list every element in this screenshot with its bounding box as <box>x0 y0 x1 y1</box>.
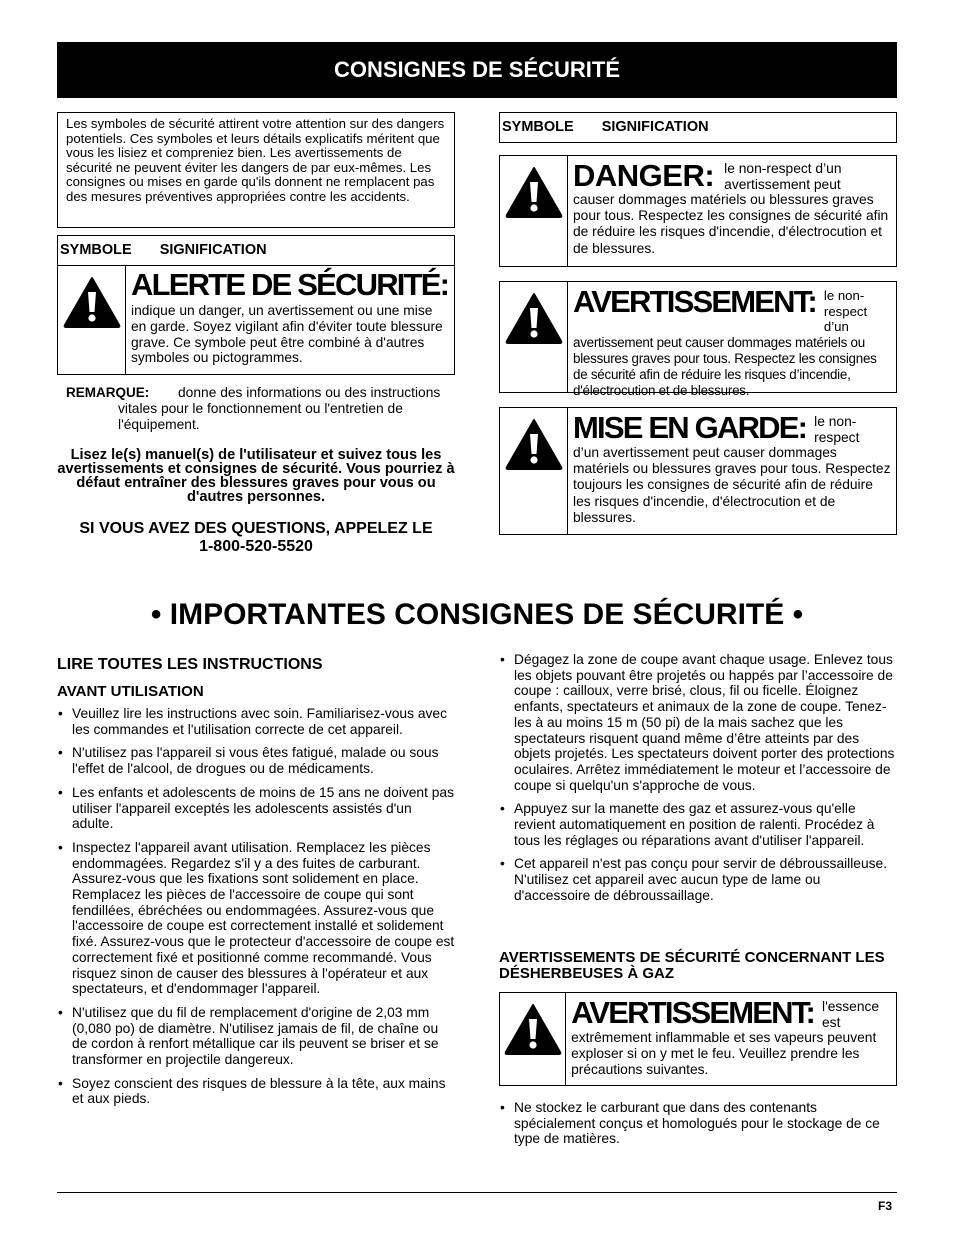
col-meaning: SIGNIFICATION <box>601 119 709 135</box>
bullet-dot: • <box>500 1100 505 1115</box>
left-symbol-table <box>57 235 455 375</box>
section-header: CONSIGNES DE SÉCURITÉ <box>57 42 897 98</box>
warning-triangle-icon <box>504 1003 562 1055</box>
warning-triangle-icon <box>505 418 563 470</box>
col-symbol: SYMBOLE <box>60 242 132 258</box>
bullet-dot: • <box>500 801 505 817</box>
alert-row <box>57 266 455 375</box>
bullet-text: Soyez conscient des risques de blessure à la tête, aux mains et aux pieds. <box>72 1075 446 1107</box>
questions-block <box>57 520 455 556</box>
bullet-dot: • <box>58 745 63 761</box>
gas-warning-title: AVERTISSEMENT: <box>571 995 814 1030</box>
bullet-item <box>499 652 897 793</box>
remarque-label: REMARQUE: <box>66 385 150 400</box>
final-bullet-list <box>499 1100 897 1147</box>
bullet-dot: • <box>500 652 505 667</box>
bullet-text: Veuillez lire les instructions avec soin. Familiarisez-vous avec les commandes et l'utilisation correcte de cet appareil. <box>72 706 447 737</box>
phone-number[interactable]: 1-800-520-5520 <box>199 538 313 555</box>
right-column <box>499 652 897 912</box>
bullet-item <box>57 706 455 737</box>
final-bullets <box>499 1100 897 1155</box>
bullet-item <box>57 785 455 832</box>
avertissement-row <box>499 281 897 398</box>
gas-warning-side-text: l'essence est <box>822 999 880 1030</box>
mise-en-garde-side-text: le non-respect <box>814 414 860 445</box>
gas-warning-row <box>499 992 897 1086</box>
bullet-item <box>57 1076 455 1107</box>
bullet-text: Cet appareil n'est pas conçu pour servir de débroussailleuse. N'utilisez cet appareil avec aucun type de lame ou d'accessoire de débroussaillage. <box>514 856 888 903</box>
section-title: LIRE TOUTES LES INSTRUCTIONS <box>57 656 323 673</box>
warning-triangle-icon <box>505 166 563 218</box>
read-manual-warning: Lisez le(s) manuel(s) de l'utilisateur et suivez tous les avertissements et consignes de sécurité. Vous pourriez à défaut entraîner des blessures graves pour vous ou d'autres personnes. <box>57 447 455 505</box>
footer-rule <box>57 1192 897 1193</box>
bullet-dot: • <box>58 706 63 721</box>
page-number: F3 <box>878 1199 893 1213</box>
bullet-item <box>499 856 897 903</box>
gas-warning-icon-cell <box>500 993 566 1085</box>
avertissement-text: avertissement peut causer dommages matériels ou blessures graves pour tous. Respectez les consignes de sécurité afin de réduire les risques d’incendie, d'électrocution et de blessures. <box>573 334 877 398</box>
bullet-item <box>57 1005 455 1068</box>
alert-title: ALERTE DE SÉCURITÉ: <box>131 267 449 302</box>
bullet-item <box>499 801 897 848</box>
avertissement-title: AVERTISSEMENT: <box>573 284 816 319</box>
alert-icon-cell <box>58 266 126 374</box>
mise-en-garde-icon-cell <box>500 408 568 534</box>
avertissement-icon-cell <box>500 282 568 392</box>
gas-warning-text: extrêmement inflammable et ses vapeurs peuvent exploser si on y met le feu. Veuillez prendre les précautions suivantes. <box>571 1030 877 1078</box>
remarque-text: donne des informations ou des instructions vitales pour le fonctionnement ou l'entretien de l'équipement. <box>118 385 441 432</box>
mise-en-garde-title: MISE EN GARDE: <box>573 410 807 445</box>
bullet-dot: • <box>58 1004 63 1020</box>
danger-icon-cell <box>500 156 568 266</box>
right-symbol-table-header <box>499 112 897 143</box>
warning-triangle-icon <box>63 276 121 328</box>
bullet-text: N'utilisez que du fil de remplacement d'origine de 2,03 mm (0,080 po) de diamètre. N'utilisez jamais de fil, de chaîne ou de cordon à renfort métallique car ils peuvent se briser et se transformer en projectile dangereux. <box>72 1004 439 1068</box>
bullet-text: N'utilisez pas l'appareil si vous êtes fatigué, malade ou sous l'effet de l'alcool, de drogues ou de médicaments. <box>72 745 439 777</box>
right-bullet-list <box>499 652 897 904</box>
warning-triangle-icon <box>505 292 563 344</box>
bullet-text: Les enfants et adolescents de moins de 15 ans ne doivent pas utiliser l'appareil exceptés les adolescents assistés d'un adulte. <box>72 784 454 832</box>
mise-en-garde-text: d’un avertissement peut causer dommages matériels ou blessures graves pour tous. Respectez toujours les consignes de sécurité afin de réduire les risques d'incendie, d'électrocution et de blessures. <box>573 445 891 525</box>
danger-title: DANGER: <box>573 158 715 193</box>
bullet-item <box>57 745 455 776</box>
bullet-dot: • <box>58 839 63 855</box>
bullet-dot: • <box>58 784 63 800</box>
questions-line: SI VOUS AVEZ DES QUESTIONS, APPELEZ LE <box>79 520 433 537</box>
left-column <box>57 656 455 1115</box>
danger-side-text: le non-respect d’un avertissement peut <box>724 161 842 192</box>
subsection-title: AVANT UTILISATION <box>57 683 204 700</box>
danger-text: causer dommages matériels ou blessures graves pour tous. Respectez les consignes de sécurité afin de réduire les risques d'incendie, d'électrocution et de blessures. <box>573 192 889 256</box>
gas-section-title: AVERTISSEMENTS DE SÉCURITÉ CONCERNANT LES DÉSHERBEUSES À GAZ <box>499 949 885 982</box>
intro-box: Les symboles de sécurité attirent votre attention sur des dangers potentiels. Ces symboles et leurs détails explicatifs méritent que vous les lisiez et compreniez bien. Les avertissements de sécurité ne peuvent éviter les dangers de par eux-mêmes. Les consignes ou mises en garde qu'ils donnent ne remplacent pas des mesures préventives appropriées contre les accidents. <box>57 112 455 228</box>
danger-row <box>499 155 897 267</box>
bullet-text: Appuyez sur la manette des gaz et assurez-vous qu'elle revient automatiquement en position de ralenti. Procédez à tous les réglages ou réparations avant d'utiliser l'appareil. <box>514 801 875 848</box>
bullet-item <box>57 840 455 997</box>
col-meaning: SIGNIFICATION <box>159 242 267 258</box>
main-title: • IMPORTANTES CONSIGNES DE SÉCURITÉ • <box>150 598 804 631</box>
alert-text: indique un danger, un avertissement ou une mise en garde. Soyez vigilant afin d'éviter toute blessure grave. Ce symbole peut être combiné à d'autres symboles ou pictogrammes. <box>131 303 443 366</box>
bullet-text: Dégagez la zone de coupe avant chaque usage. Enlevez tous les objets pouvant être projetés ou happés par l’accessoire de coupe : cailloux, verre brisé, clous, fil ou ficelle. Éloignez enfants, spectateurs et animaux de la zone de coupe. Tenez-les à au moins 15 m (50 pi) de la mais sachez que les spectateurs risquent quand même d’être atteints par des objets projetés. Les spectateurs doivent porter des protections oculaires. Arrêtez immédiatement le moteur et l’accessoire de coupe si quelqu'un s'approche de vous. <box>514 652 895 793</box>
mise-en-garde-row <box>499 407 897 535</box>
bullet-dot: • <box>58 1075 63 1091</box>
avertissement-side-text: le non-respect d’un <box>823 288 868 334</box>
bullet-text: Inspectez l'appareil avant utilisation. Remplacez les pièces endommagées. Regardez s'il y a des fuites de carburant. Assurez-vous que les fixations sont solidement en place. Remplacez les pièces de l'accessoire de coupe qui sont fendillées, ébréchées ou endommagées. Assurez-vous que l'accessoire de coupe est correctement installé et solidement fixé. Assurez-vous que le protecteur d'accessoire de coupe est correctement fixé et positionné comme recommandé. Vous risquez sinon de causer des blessures à l'opérateur et aux spectateurs, et d'endommager l'appareil. <box>72 839 455 997</box>
symbol-table-header <box>57 235 455 266</box>
left-bullet-list <box>57 706 455 1107</box>
bullet-dot: • <box>500 856 505 872</box>
col-symbol: SYMBOLE <box>502 119 574 135</box>
bullet-text: Ne stockez le carburant que dans des contenants spécialement conçus et homologués pour le stockage de ce type de matières. <box>514 1100 880 1147</box>
bullet-item <box>499 1100 897 1147</box>
